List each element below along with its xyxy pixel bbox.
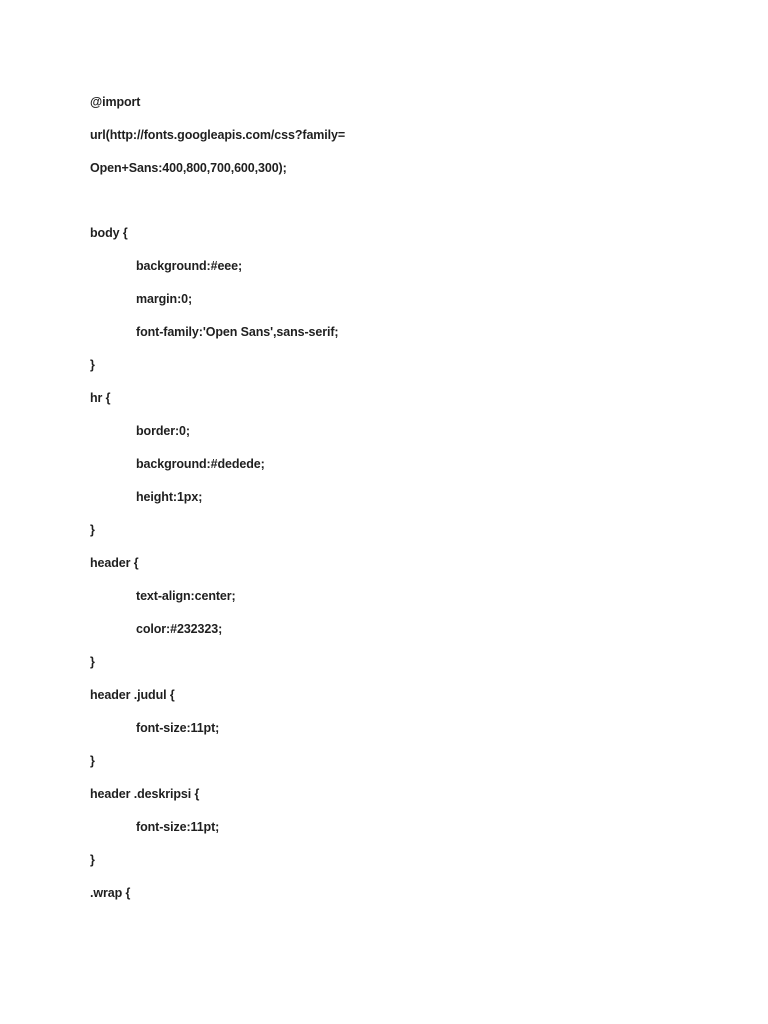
code-line: } bbox=[90, 655, 95, 669]
code-line: background:#eee; bbox=[136, 259, 243, 273]
code-line: text-align:center; bbox=[136, 589, 236, 603]
code-line: body { bbox=[90, 226, 128, 240]
code-line: header { bbox=[90, 556, 139, 570]
code-line: @import bbox=[90, 95, 141, 109]
code-line: } bbox=[90, 853, 95, 867]
code-line: color:#232323; bbox=[136, 622, 223, 636]
code-line: height:1px; bbox=[136, 490, 203, 504]
code-line: } bbox=[90, 358, 95, 372]
code-line: Open+Sans:400,800,700,600,300); bbox=[90, 161, 287, 175]
code-line: hr { bbox=[90, 391, 111, 405]
blank-line bbox=[90, 191, 710, 223]
code-line: url(http://fonts.googleapis.com/css?family= bbox=[90, 128, 346, 142]
code-line: font-size:11pt; bbox=[136, 820, 220, 834]
code-line: header .deskripsi { bbox=[90, 787, 200, 801]
code-line: background:#dedede; bbox=[136, 457, 265, 471]
code-line: border:0; bbox=[136, 424, 190, 438]
code-line: font-size:11pt; bbox=[136, 721, 220, 735]
code-line: header .judul { bbox=[90, 688, 175, 702]
code-line: } bbox=[90, 754, 95, 768]
code-line: } bbox=[90, 523, 95, 537]
code-line: margin:0; bbox=[136, 292, 193, 306]
code-line: font-family:'Open Sans',sans-serif; bbox=[136, 325, 339, 339]
document-body bbox=[90, 92, 710, 916]
code-line: .wrap { bbox=[90, 886, 131, 900]
